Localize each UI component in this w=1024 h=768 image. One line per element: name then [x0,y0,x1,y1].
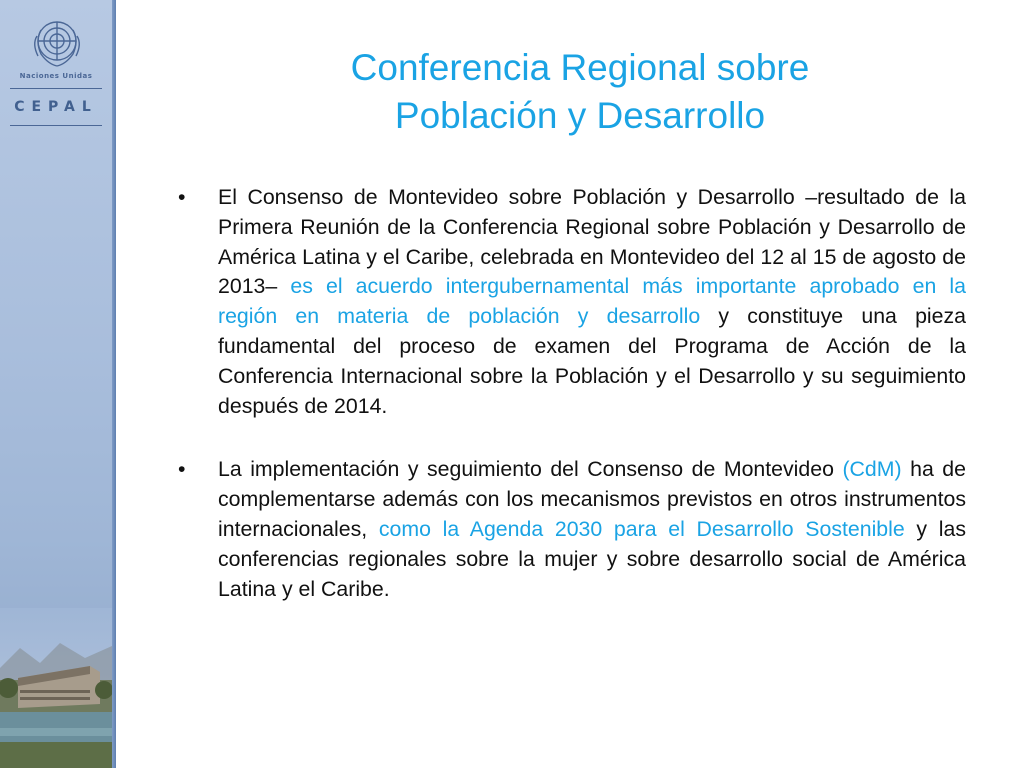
bullet-marker: • [178,185,186,209]
slide-title [200,44,960,140]
bullet-marker: • [178,457,186,482]
cepal-logo [10,88,102,126]
sidebar-edge [112,0,116,768]
bullet-2-highlight-agenda: como la Agenda 2030 para el Desarrollo Sostenible [378,516,905,541]
cepal-logo-text: CEPAL [14,99,98,115]
bullet-2-highlight-cdm: (CdM) [842,457,902,482]
title-line-1: Conferencia Regional sobre [350,47,810,88]
un-label: Naciones Unidas [19,72,93,80]
title-line-2: Población y Desarrollo [394,95,766,136]
bullet-item-1 [174,183,966,421]
bullet-1-highlight: es el acuerdo intergubernamental más importante aprobado en la región en materia de población y desarrollo [218,274,967,329]
sidebar [0,0,116,768]
building-photo [0,608,112,768]
bullet-1-text: El Consenso de Montevideo sobre Población y Desarrollo –resultado de la Primera Reunión de la Conferencia Regional sobre Población y Desarrollo de América Latina y el Caribe, celebrada en Montevideo del 12 al 15 de agosto de 2013– [218,185,966,299]
un-emblem-icon [28,12,86,70]
bullet-2-text-end: y las conferencias regionales sobre la mujer y sobre desarrollo social de América Latina y el Caribe. [218,516,966,601]
bullet-1-text-end: y constituye una pieza fundamental del proceso de examen del Programa de Acción de la Conferencia Internacional sobre la Población y el Desarrollo y su seguimiento después de 2014. [218,304,967,418]
bullet-2-text: La implementación y seguimiento del Consenso de Montevideo [218,457,843,482]
bullet-2-text-middle: ha de complementarse además con los mecanismos previstos en otros instrumentos internacionales, [218,457,966,541]
slide-body [174,183,966,604]
bullet-item-2 [174,455,966,604]
